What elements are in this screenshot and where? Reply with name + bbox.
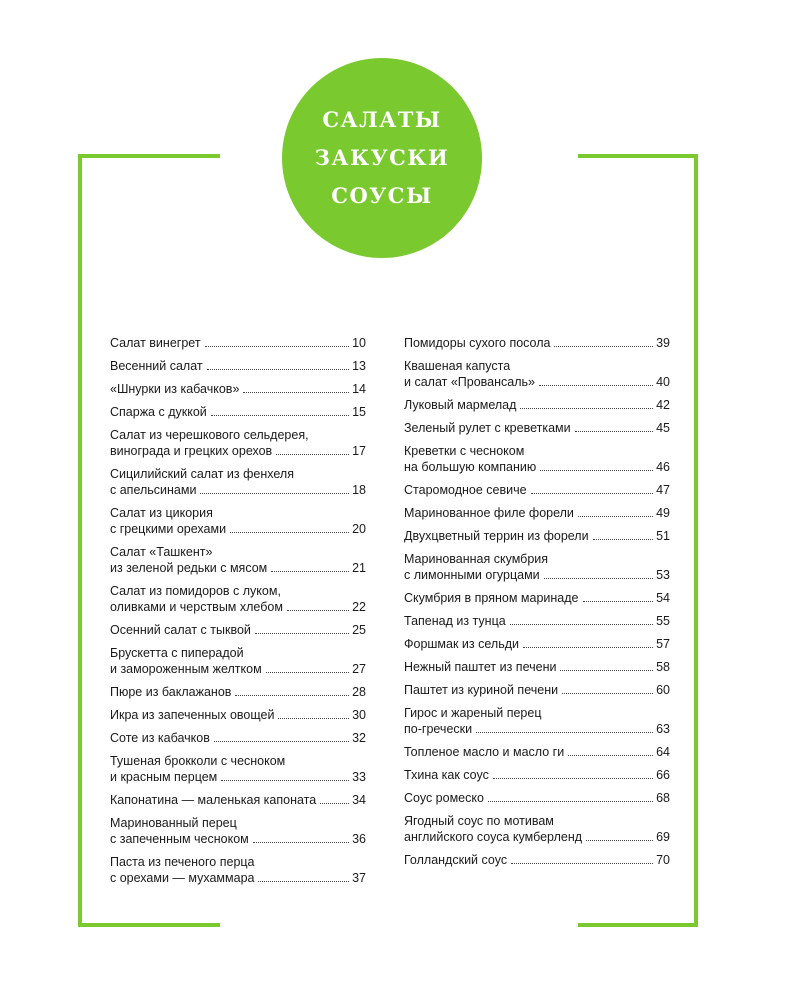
toc-entry[interactable] — [404, 790, 670, 806]
toc-entry[interactable] — [110, 815, 366, 847]
toc-entry[interactable] — [110, 707, 366, 723]
toc-entry[interactable] — [110, 645, 366, 677]
toc-entry-page-number: 30 — [352, 708, 366, 722]
section-title-line-3: СОУСЫ — [331, 183, 433, 208]
toc-dot-leader — [205, 346, 350, 347]
toc-dot-leader — [593, 539, 654, 540]
toc-dot-leader — [253, 842, 349, 843]
toc-dot-leader — [276, 454, 349, 455]
frame-right-vertical — [694, 154, 698, 927]
section-title-line-1: САЛАТЫ — [322, 107, 442, 132]
toc-entry-title: с грецкими орехами — [110, 522, 227, 536]
toc-entry-title-line1: Паста из печеного перца — [110, 855, 255, 869]
toc-entry[interactable] — [404, 335, 670, 351]
frame-left-top — [78, 154, 220, 158]
toc-entry-title: Двухцветный террин из форели — [404, 529, 589, 543]
toc-dot-leader — [320, 803, 349, 804]
toc-entry-title-line1: Тушеная брокколи с чесноком — [110, 754, 286, 768]
toc-dot-leader — [554, 346, 653, 347]
toc-entry-page-number: 14 — [352, 382, 366, 396]
toc-entry-page-number: 42 — [656, 398, 670, 412]
toc-entry-page-number: 25 — [352, 623, 366, 637]
toc-entry-title-line1: Ягодный соус по мотивам — [404, 814, 554, 828]
frame-right-top — [578, 154, 698, 158]
toc-dot-leader — [544, 578, 653, 579]
toc-entry[interactable] — [404, 482, 670, 498]
toc-dot-leader — [511, 863, 653, 864]
toc-entry-title: Салат винегрет — [110, 336, 201, 350]
toc-entry-title: из зеленой редьки с мясом — [110, 561, 268, 575]
toc-entry-page-number: 51 — [656, 529, 670, 543]
toc-entry-page-number: 33 — [352, 770, 366, 784]
toc-entry[interactable] — [110, 730, 366, 746]
toc-entry[interactable] — [404, 659, 670, 675]
toc-entry-title-line1: Гирос и жареный перец — [404, 706, 542, 720]
toc-entry[interactable] — [110, 404, 366, 420]
toc-dot-leader — [258, 881, 349, 882]
toc-entry-title: английского соуса кумберленд — [404, 830, 583, 844]
toc-entry-page-number: 15 — [352, 405, 366, 419]
section-title-line-2: ЗАКУСКИ — [314, 145, 450, 170]
toc-entry-page-number: 13 — [352, 359, 366, 373]
toc-dot-leader — [287, 610, 349, 611]
toc-entry-page-number: 37 — [352, 871, 366, 885]
toc-entry-title: Тапенад из тунца — [404, 614, 506, 628]
toc-entry-page-number: 45 — [656, 421, 670, 435]
toc-entry[interactable] — [404, 813, 670, 845]
toc-entry-title: и красным перцем — [110, 770, 218, 784]
toc-dot-leader — [531, 493, 653, 494]
toc-entry-page-number: 49 — [656, 506, 670, 520]
toc-dot-leader — [568, 755, 653, 756]
toc-entry-title: Соте из кабачков — [110, 731, 210, 745]
toc-entry[interactable] — [404, 852, 670, 868]
toc-dot-leader — [578, 516, 653, 517]
toc-entry-title: Пюре из баклажанов — [110, 685, 232, 699]
toc-entry[interactable] — [110, 792, 366, 808]
toc-entry[interactable] — [110, 583, 366, 615]
toc-entry[interactable] — [404, 705, 670, 737]
toc-dot-leader — [211, 415, 349, 416]
toc-entry-page-number: 70 — [656, 853, 670, 867]
toc-entry-title: оливками и черствым хлебом — [110, 600, 283, 614]
toc-entry[interactable] — [404, 443, 670, 475]
toc-dot-leader — [540, 470, 653, 471]
toc-entry[interactable] — [110, 684, 366, 700]
toc-entry[interactable] — [404, 528, 670, 544]
toc-dot-leader — [278, 718, 349, 719]
toc-dot-leader — [586, 840, 653, 841]
toc-entry-page-number: 54 — [656, 591, 670, 605]
toc-entry-title-line1: Салат из черешкового сельдерея, — [110, 428, 309, 442]
toc-entry[interactable] — [110, 854, 366, 886]
toc-entry-page-number: 18 — [352, 483, 366, 497]
toc-entry-page-number: 21 — [352, 561, 366, 575]
toc-entry[interactable] — [110, 335, 366, 351]
toc-entry-page-number: 20 — [352, 522, 366, 536]
toc-dot-leader — [583, 601, 654, 602]
toc-entry[interactable] — [404, 358, 670, 390]
toc-dot-leader — [476, 732, 653, 733]
toc-entry-title: Тхина как соус — [404, 768, 489, 782]
toc-entry-title: по-гречески — [404, 722, 473, 736]
toc-entry-page-number: 66 — [656, 768, 670, 782]
toc-entry-page-number: 22 — [352, 600, 366, 614]
toc-entry-title: с апельсинами — [110, 483, 197, 497]
toc-entry-page-number: 57 — [656, 637, 670, 651]
frame-left-vertical — [78, 154, 82, 927]
toc-dot-leader — [214, 741, 349, 742]
toc-dot-leader — [235, 695, 349, 696]
toc-entry-page-number: 69 — [656, 830, 670, 844]
toc-dot-leader — [523, 647, 653, 648]
toc-entry-title: Топленое масло и масло ги — [404, 745, 565, 759]
toc-entry[interactable] — [110, 427, 366, 459]
toc-entry-title-line1: Маринованный перец — [110, 816, 237, 830]
toc-entry-title: Осенний салат с тыквой — [110, 623, 251, 637]
toc-column-right — [404, 335, 670, 875]
toc-entry-title: с лимонными огурцами — [404, 568, 540, 582]
toc-entry-title-line1: Салат «Ташкент» — [110, 545, 213, 559]
toc-entry-title: Голландский соус — [404, 853, 508, 867]
toc-entry-page-number: 17 — [352, 444, 366, 458]
toc-entry[interactable] — [110, 358, 366, 374]
toc-entry-title-line1: Креветки с чесноком — [404, 444, 525, 458]
toc-entry[interactable] — [404, 397, 670, 413]
toc-column-left — [110, 335, 366, 893]
toc-entry-page-number: 34 — [352, 793, 366, 807]
toc-dot-leader — [221, 780, 349, 781]
toc-dot-leader — [539, 385, 653, 386]
toc-entry[interactable] — [404, 505, 670, 521]
toc-entry-title-line1: Сицилийский салат из фенхеля — [110, 467, 294, 481]
toc-dot-leader — [562, 693, 653, 694]
toc-entry-title: Паштет из куриной печени — [404, 683, 559, 697]
toc-entry-title-line1: Салат из помидоров с луком, — [110, 584, 281, 598]
frame-right-bottom — [578, 923, 698, 927]
toc-dot-leader — [200, 493, 349, 494]
toc-entry-title: Луковый мармелад — [404, 398, 517, 412]
toc-entry-title: Икра из запеченных овощей — [110, 708, 275, 722]
toc-entry-page-number: 68 — [656, 791, 670, 805]
toc-dot-leader — [510, 624, 653, 625]
toc-dot-leader — [575, 431, 653, 432]
toc-entry-page-number: 39 — [656, 336, 670, 350]
toc-entry[interactable] — [404, 613, 670, 629]
toc-entry[interactable] — [404, 420, 670, 436]
toc-entry-page-number: 10 — [352, 336, 366, 350]
toc-entry-page-number: 60 — [656, 683, 670, 697]
toc-dot-leader — [255, 633, 349, 634]
toc-entry-title: Весенний салат — [110, 359, 203, 373]
toc-dot-leader — [271, 571, 349, 572]
toc-dot-leader — [560, 670, 653, 671]
toc-entry-title: и салат «Провансаль» — [404, 375, 535, 389]
section-title-circle — [282, 58, 482, 258]
toc-entry-title: винограда и грецких орехов — [110, 444, 273, 458]
toc-entry-page-number: 63 — [656, 722, 670, 736]
toc-dot-leader — [520, 408, 653, 409]
toc-entry[interactable] — [404, 682, 670, 698]
toc-entry-title: Старомодное севиче — [404, 483, 527, 497]
toc-entry[interactable] — [110, 505, 366, 537]
toc-entry-page-number: 58 — [656, 660, 670, 674]
toc-entry[interactable] — [110, 381, 366, 397]
toc-entry-title: Маринованное филе форели — [404, 506, 574, 520]
toc-entry-title: Соус ромеско — [404, 791, 484, 805]
toc-entry-page-number: 32 — [352, 731, 366, 745]
toc-dot-leader — [266, 672, 349, 673]
toc-entry[interactable] — [110, 753, 366, 785]
toc-entry-page-number: 40 — [656, 375, 670, 389]
toc-entry[interactable] — [110, 544, 366, 576]
toc-entry-title: Зеленый рулет с креветками — [404, 421, 571, 435]
toc-entry-title: Форшмак из сельди — [404, 637, 519, 651]
toc-entry[interactable] — [404, 744, 670, 760]
toc-entry[interactable] — [110, 466, 366, 498]
toc-entry-page-number: 27 — [352, 662, 366, 676]
toc-entry-title: с запеченным чесноком — [110, 832, 249, 846]
toc-entry[interactable] — [404, 590, 670, 606]
toc-entry-page-number: 55 — [656, 614, 670, 628]
toc-dot-leader — [243, 392, 349, 393]
toc-entry-title-line1: Маринованная скумбрия — [404, 552, 549, 566]
toc-entry-page-number: 53 — [656, 568, 670, 582]
toc-entry-title: Помидоры сухого посола — [404, 336, 551, 350]
toc-entry-page-number: 64 — [656, 745, 670, 759]
toc-dot-leader — [488, 801, 653, 802]
toc-entry-title: Нежный паштет из печени — [404, 660, 557, 674]
toc-entry[interactable] — [110, 622, 366, 638]
toc-entry-title: и замороженным желтком — [110, 662, 262, 676]
toc-entry-title: Спаржа с дуккой — [110, 405, 207, 419]
frame-left-bottom — [78, 923, 220, 927]
toc-entry[interactable] — [404, 551, 670, 583]
toc-entry-title: Скумбрия в пряном маринаде — [404, 591, 579, 605]
toc-entry[interactable] — [404, 767, 670, 783]
toc-entry-title: с орехами — мухаммара — [110, 871, 255, 885]
toc-entry-page-number: 47 — [656, 483, 670, 497]
toc-entry-title: на большую компанию — [404, 460, 537, 474]
toc-dot-leader — [207, 369, 349, 370]
toc-entry-page-number: 36 — [352, 832, 366, 846]
toc-entry-title-line1: Салат из цикория — [110, 506, 213, 520]
toc-entry-page-number: 28 — [352, 685, 366, 699]
toc-dot-leader — [230, 532, 349, 533]
toc-dot-leader — [493, 778, 653, 779]
toc-entry-title-line1: Брускетта с пиперадой — [110, 646, 244, 660]
toc-entry-page-number: 46 — [656, 460, 670, 474]
toc-entry-title: Капонатина — маленькая капоната — [110, 793, 317, 807]
toc-entry-title: «Шнурки из кабачков» — [110, 382, 240, 396]
toc-entry-title-line1: Квашеная капуста — [404, 359, 511, 373]
toc-entry[interactable] — [404, 636, 670, 652]
